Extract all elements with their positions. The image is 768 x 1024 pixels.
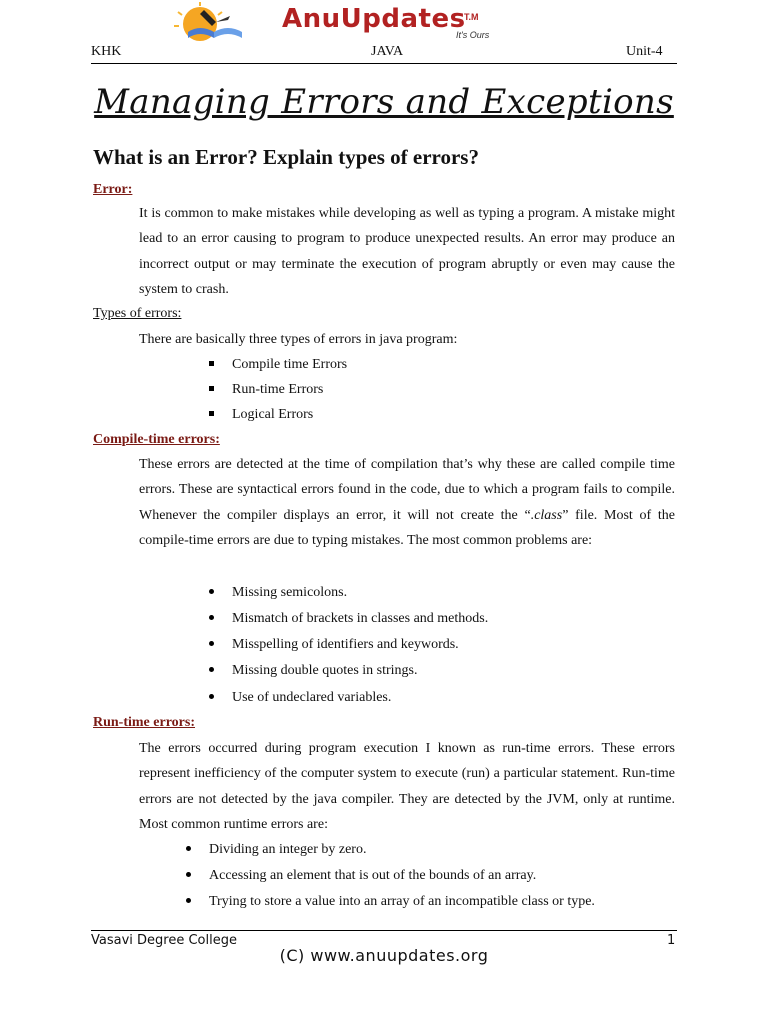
run-time-paragraph: The errors occurred during program execution I known as run-time errors. These errors represent inefficiency of the computer system to execute (run) a particular statement. Run-time errors are not detected by the java compiler. They are detected by the JVM, only at runtime. Most common runtime errors are: [139,741,675,832]
round-bullet-icon [186,846,191,851]
header-rule [91,63,677,64]
round-bullet-icon [209,694,214,699]
logo-trademark: T.M [464,12,479,22]
header-left: KHK [91,44,122,59]
round-bullet-icon [186,872,191,877]
header-right: Unit-4 [626,44,663,59]
run-time-heading: Run-time errors: [93,715,195,730]
footer-rule [91,930,677,931]
sun-book-logo-icon [170,2,270,42]
round-bullet-icon [186,898,191,903]
anuupdates-logo [170,2,490,42]
types-label: Types of errors: [93,306,182,321]
page-title: Managing Errors and Exceptions [94,82,674,122]
round-bullet-icon [209,641,214,646]
copyright-text: (C) www.anuupdates.org [279,946,489,965]
round-bullet-icon [209,667,214,672]
logo-tagline: It's Ours [456,30,490,40]
page-number: 1 [667,933,676,948]
round-bullet-icon [209,615,214,620]
square-bullet-icon [209,386,214,391]
compile-time-paragraph: These errors are detected at the time of compilation that’s why these are called compile time errors. These are syntactical errors found in the code, due to which a program fails to compile. Whenever the compiler displays an error, it will not create the “.class” file. Most of the compile-time errors are due to typing mistakes. The most common problems are: [139,457,675,548]
footer-college: Vasavi Degree College [91,933,237,948]
question-heading: What is an Error? Explain types of errors? [93,145,479,169]
round-bullet-icon [209,589,214,594]
types-intro: There are basically three types of errors in java program: [139,332,458,347]
error-heading: Error: [93,182,133,197]
logo-name: AnuUpdates [282,4,466,34]
compile-time-heading: Compile-time errors: [93,432,220,447]
square-bullet-icon [209,411,214,416]
error-paragraph: It is common to make mistakes while developing as well as typing a program. A mistake might lead to an error causing to program to produce unexpected results. An error may produce an incorrect output or may terminate the execution of program abruptly or even may cause the system to crash. [139,206,675,297]
header-center: JAVA [371,44,404,59]
square-bullet-icon [209,361,214,366]
